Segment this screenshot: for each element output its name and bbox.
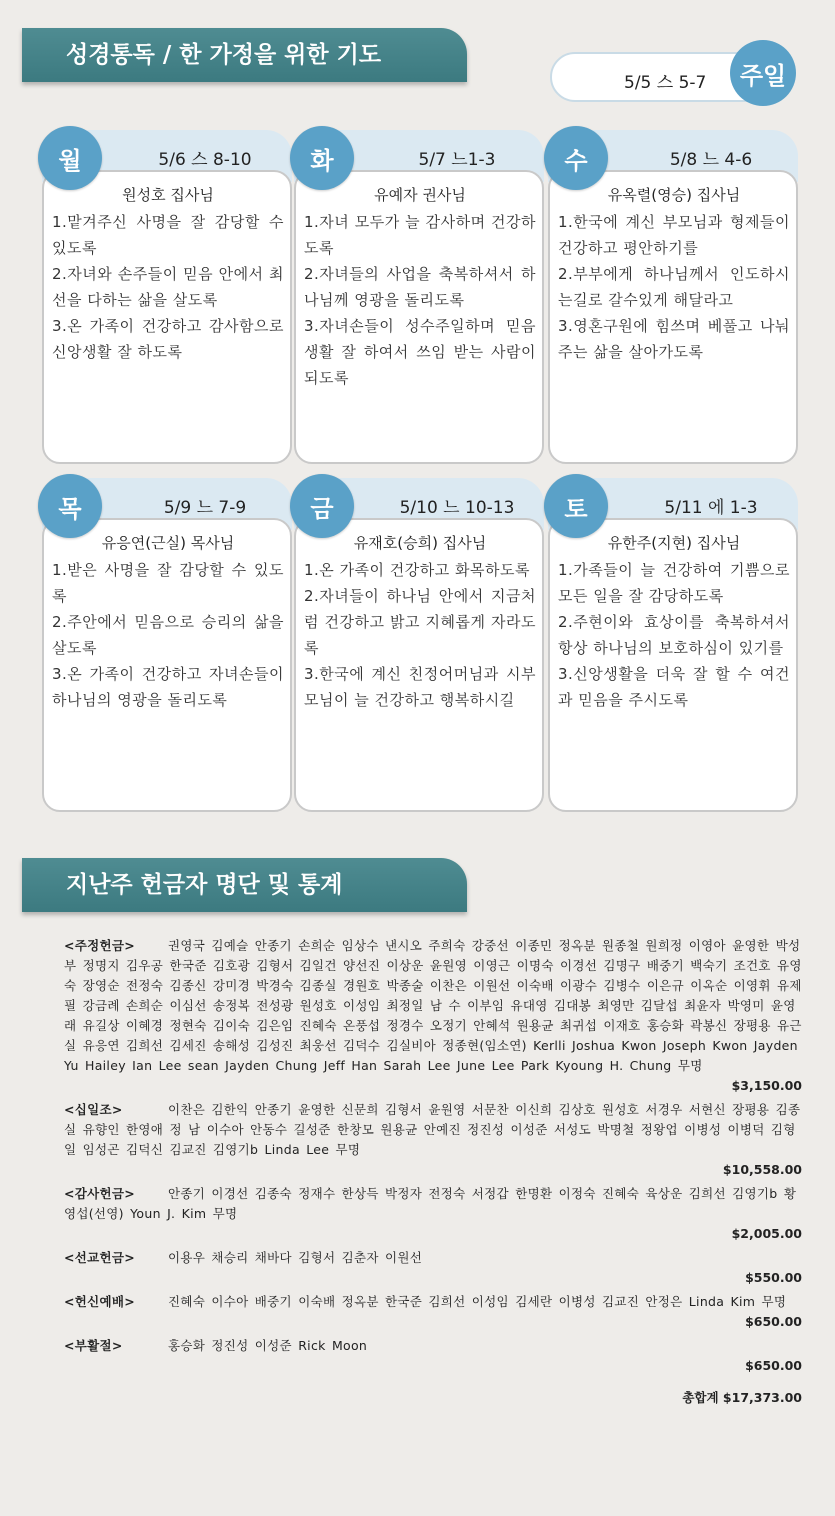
day-range: 5/7 느1-3 bbox=[418, 150, 496, 170]
offering-label: <헌신예배> bbox=[64, 1294, 136, 1309]
day-person-name: 유예자 권사님 bbox=[374, 186, 466, 204]
offering-names: 안종기 이경선 김종숙 정재수 한상득 박정자 전정숙 서정갑 한명환 이정숙 진혜숙 육상운 김희선 김영기b 황영섭(선영) Youn J. Kim 무명 bbox=[64, 1186, 797, 1221]
prayer-item: 1.자녀 모두가 늘 감사하며 건강하도록 bbox=[304, 213, 536, 257]
prayer-banner-title: 성경통독 / 한 가정을 위한 기도 bbox=[66, 42, 382, 68]
offering-names-row bbox=[64, 936, 802, 1076]
prayer-item: 2.부부에게 하나님께서 인도하시는길로 갈수있게 해달라고 bbox=[558, 265, 790, 309]
offering-label: <감사헌금> bbox=[64, 1186, 136, 1201]
offering-names: 홍승화 정진성 이성준 Rick Moon bbox=[168, 1338, 368, 1353]
offering-amount: $3,150.00 bbox=[731, 1078, 802, 1093]
day-card-body bbox=[548, 518, 798, 812]
offering-names: 진혜숙 이수아 배중기 이숙배 정옥분 한국준 김희선 이성임 김세란 이병성 김교진 안정은 Linda Kim 무명 bbox=[168, 1294, 787, 1309]
day-circle: 목 bbox=[38, 474, 102, 538]
prayer-list bbox=[304, 209, 536, 391]
offering-names: 이용우 채승리 채바다 김형서 김춘자 이원선 bbox=[168, 1250, 423, 1265]
prayer-banner bbox=[22, 28, 467, 82]
offering-label: <부활절> bbox=[64, 1338, 123, 1353]
offering-section bbox=[64, 1100, 802, 1180]
prayer-list bbox=[304, 557, 536, 713]
day-person-name: 원성호 집사님 bbox=[122, 186, 214, 204]
offering-label: <주정헌금> bbox=[64, 938, 136, 953]
day-card bbox=[294, 130, 544, 465]
offering-label: <십일조> bbox=[64, 1102, 123, 1117]
offering-section bbox=[64, 1184, 802, 1244]
offering-label: <선교헌금> bbox=[64, 1250, 136, 1265]
offering-section bbox=[64, 1336, 802, 1376]
day-card bbox=[42, 130, 292, 465]
offering-total: 총합계 $17,373.00 bbox=[682, 1390, 802, 1405]
prayer-item: 1.맡겨주신 사명을 잘 감당할 수 있도록 bbox=[52, 213, 284, 257]
offering-names-row bbox=[64, 1292, 802, 1312]
day-circle: 수 bbox=[544, 126, 608, 190]
offering-amount: $2,005.00 bbox=[731, 1226, 802, 1241]
offering-list bbox=[64, 936, 802, 1406]
day-person-name: 유재호(승희) 집사님 bbox=[353, 534, 487, 552]
day-range: 5/6 스 8-10 bbox=[158, 150, 252, 170]
sunday-reading bbox=[550, 52, 790, 102]
prayer-list bbox=[558, 209, 790, 365]
prayer-list bbox=[558, 557, 790, 713]
offering-names: 이찬은 김한익 안종기 윤영한 신문희 김형서 윤원영 서문찬 이신희 김상호 원성호 서경우 서현신 장평용 김종실 유향인 한영애 정 남 이수아 안동수 길성준 한창모 원용균 안예진 정진성 이성준 서성도 박명철 정왕업 이병성 이병덕 김형일 임성곤 김덕신 김교진 김영기b Linda Lee 무명 bbox=[64, 1102, 801, 1157]
day-range: 5/9 느 7-9 bbox=[163, 498, 247, 518]
day-card bbox=[548, 478, 798, 813]
prayer-item: 2.자녀들이 하나님 안에서 지금처럼 건강하고 밝고 지혜롭게 자라도록 bbox=[304, 587, 536, 657]
sunday-range: 5/5 스 5-7 bbox=[624, 73, 707, 93]
day-card-body bbox=[294, 170, 544, 464]
offering-names-row bbox=[64, 1100, 802, 1160]
prayer-item: 3.영혼구원에 힘쓰며 베풀고 나눠주는 삶을 살아가도록 bbox=[558, 317, 790, 361]
prayer-item: 3.한국에 계신 친정어머님과 시부모님이 늘 건강하고 행복하시길 bbox=[304, 665, 536, 709]
day-circle: 화 bbox=[290, 126, 354, 190]
day-person-name: 유한주(지현) 집사님 bbox=[607, 534, 741, 552]
day-card-body bbox=[42, 170, 292, 464]
prayer-item: 2.자녀와 손주들이 믿음 안에서 최선을 다하는 삶을 살도록 bbox=[52, 265, 284, 309]
offering-amount: $650.00 bbox=[745, 1314, 802, 1329]
day-card bbox=[42, 478, 292, 813]
offering-banner bbox=[22, 858, 467, 912]
offering-names-row bbox=[64, 1336, 802, 1356]
offering-section bbox=[64, 936, 802, 1096]
prayer-item: 3.온 가족이 건강하고 감사함으로 신앙생활 잘 하도록 bbox=[52, 317, 284, 361]
day-circle: 금 bbox=[290, 474, 354, 538]
day-card bbox=[548, 130, 798, 465]
offering-names-row bbox=[64, 1184, 802, 1224]
sunday-circle: 주일 bbox=[730, 40, 796, 106]
offering-amount: $10,558.00 bbox=[722, 1162, 802, 1177]
prayer-item: 1.온 가족이 건강하고 화목하도록 bbox=[304, 561, 530, 579]
day-card-body bbox=[294, 518, 544, 812]
prayer-item: 1.가족들이 늘 건강하여 기쁨으로 모든 일을 잘 감당하도록 bbox=[558, 561, 790, 605]
day-range: 5/11 에 1-3 bbox=[664, 498, 758, 518]
day-card bbox=[294, 478, 544, 813]
prayer-item: 2.자녀들의 사업을 축복하셔서 하나님께 영광을 돌리도록 bbox=[304, 265, 536, 309]
day-range: 5/10 느 10-13 bbox=[399, 498, 515, 518]
day-person-name: 유옥렬(영승) 집사님 bbox=[607, 186, 741, 204]
day-circle: 월 bbox=[38, 126, 102, 190]
offering-section bbox=[64, 1248, 802, 1288]
prayer-list bbox=[52, 209, 284, 365]
offering-banner-title: 지난주 헌금자 명단 및 통계 bbox=[66, 872, 343, 898]
prayer-item: 2.주안에서 믿음으로 승리의 삶을 살도록 bbox=[52, 613, 284, 657]
offering-amount: $650.00 bbox=[745, 1358, 802, 1373]
day-person-name: 유응연(근실) 목사님 bbox=[101, 534, 235, 552]
offering-section bbox=[64, 1292, 802, 1332]
offering-amount: $550.00 bbox=[745, 1270, 802, 1285]
prayer-item: 2.주현이와 효상이를 축복하셔서 항상 하나님의 보호하심이 있기를 bbox=[558, 613, 790, 657]
prayer-item: 3.온 가족이 건강하고 자녀손들이 하나님의 영광을 돌리도록 bbox=[52, 665, 284, 709]
offering-names: 권영국 김예슬 안종기 손희순 임상수 낸시오 주희숙 강중선 이종민 정옥분 원종철 원희정 이영아 윤영한 박성부 정명지 김우공 한국준 김호광 김형서 김일건 양선진 이상운 윤원영 이영근 이명숙 이경선 김명구 배중기 백숙기 조건호 유영숙 장영순 전정숙 김종신 강미경 박경숙 김종실 경원호 박종술 이찬은 이원선 이숙배 이광수 김병수 이은규 이옥순 이영휘 유제필 강금례 손희순 이심선 송정복 전성광 원성호 이성임 최정일 남 수 이부임 유대영 김대봉 최영만 김달섭 최윤자 박영미 윤영래 유길상 이혜경 정현숙 김이숙 김은임 진혜숙 온풍섭 정경수 오정기 안혜석 원용균 최귀섭 이재호 홍승화 곽봉신 장평용 유근실 유응연 김희선 김세진 송해성 김성진 최웅선 김덕수 김실비아 정종현(임소연) Kerlli Joshua Kwon Joseph Kwon Jayden Yu Hailey Ian Lee sean Jayden Chung Jeff Han Sarah Lee June Lee Park Kyoung H. Chung 무명 bbox=[64, 938, 802, 1073]
day-range: 5/8 느 4-6 bbox=[669, 150, 753, 170]
prayer-list bbox=[52, 557, 284, 713]
prayer-item: 3.신앙생활을 더욱 잘 할 수 여건과 믿음을 주시도록 bbox=[558, 665, 790, 709]
day-card-body bbox=[42, 518, 292, 812]
day-circle: 토 bbox=[544, 474, 608, 538]
day-card-body bbox=[548, 170, 798, 464]
prayer-item: 1.받은 사명을 잘 감당할 수 있도록 bbox=[52, 561, 284, 605]
prayer-item: 1.한국에 계신 부모님과 형제들이 건강하고 평안하기를 bbox=[558, 213, 790, 257]
prayer-item: 3.자녀손들이 성수주일하며 믿음 생활 잘 하여서 쓰임 받는 사람이 되도록 bbox=[304, 317, 536, 387]
offering-names-row bbox=[64, 1248, 802, 1268]
